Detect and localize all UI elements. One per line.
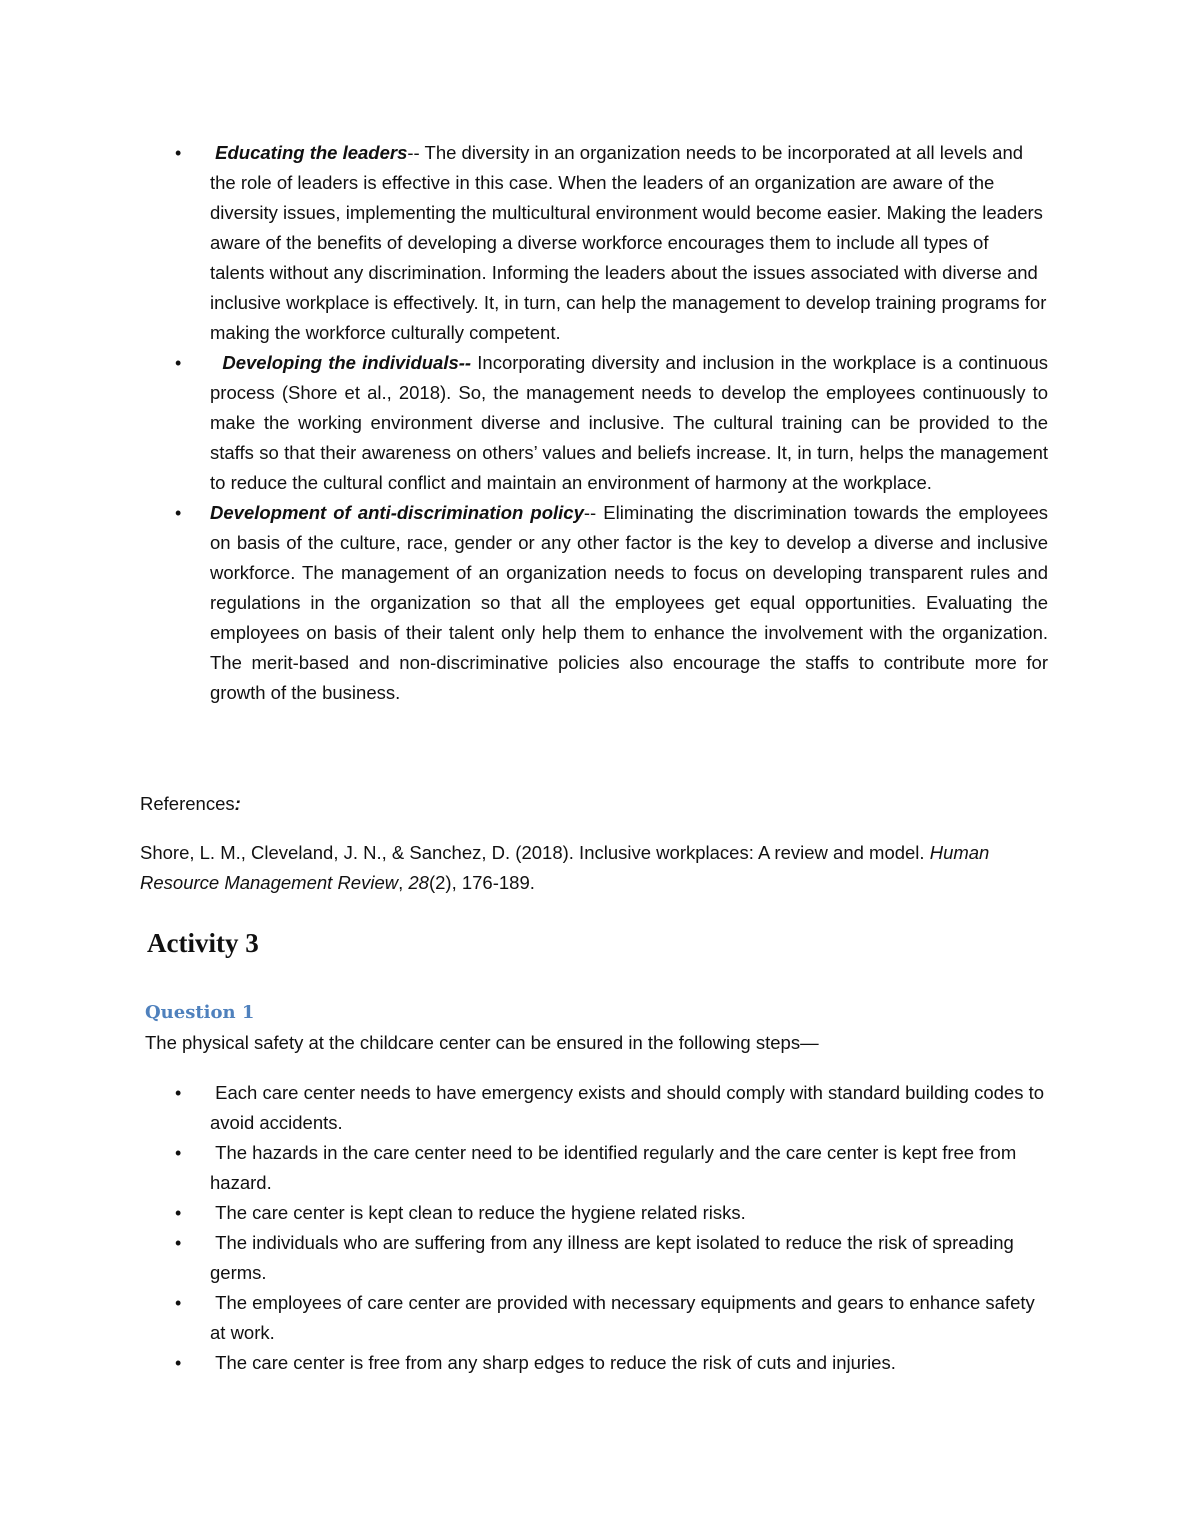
question-intro: The physical safety at the childcare center can be ensured in the following steps— [145, 1032, 819, 1053]
list-item-text: -- Eliminating the discrimination towards the employees on basis of the culture, race, gender or any other factor is the key to develop a diverse and inclusive workforce. The management of an organization needs to focus on developing transparent rules and regulations in the organization so that all the employees get equal opportunities. Evaluating the employees on basis of their talent only help them to enhance the involvement with the organization. The merit-based and non-discriminative policies also encourage the staffs to contribute more for growth of the business. [210, 502, 1048, 703]
bullet-icon: • [175, 1233, 182, 1253]
reference-volume: 28 [408, 872, 429, 893]
references-colon: : [234, 793, 241, 814]
list-item-text: The employees of care center are provided with necessary equipments and gears to enhance safety at work. [210, 1292, 1035, 1343]
list-item [175, 1138, 1050, 1198]
safety-steps-list [175, 1078, 1050, 1378]
references-label: References [140, 793, 235, 814]
question-heading: Question 1 [145, 1002, 255, 1023]
list-item [175, 1078, 1050, 1138]
bullet-icon: • [175, 1083, 182, 1103]
activity-heading: Activity 3 [147, 928, 259, 958]
bullet-icon: • [175, 1143, 182, 1163]
bullet-icon: • [175, 1353, 182, 1373]
list-item-text: The care center is kept clean to reduce the hygiene related risks. [215, 1202, 746, 1223]
list-item [175, 498, 1048, 708]
reference-entry [140, 838, 1040, 898]
references-heading [140, 789, 241, 819]
list-item [175, 1348, 1050, 1378]
list-item-text: Incorporating diversity and inclusion in the workplace is a continuous process (Shore et al., 2018). So, the management needs to develop the employees continuously to make the working environment diverse and inclusive. The cultural training can be provided to the staffs so that their awareness on others’ values and beliefs increase. It, in turn, helps the management to reduce the cultural conflict and maintain an environment of harmony at the workplace. [210, 352, 1048, 493]
list-item [175, 348, 1048, 498]
reference-separator: , [398, 872, 409, 893]
reference-pages: (2), 176-189. [428, 872, 535, 893]
list-item [175, 138, 1048, 348]
list-item-text: -- The diversity in an organization needs to be incorporated at all levels and the role of leaders is effective in this case. When the leaders of an organization are aware of the diversity issues, implementing the multicultural environment would become easier. Making the leaders aware of the benefits of developing a diverse workforce encourages them to include all types of talents without any discrimination. Informing the leaders about the issues associated with diverse and inclusive workplace is effectively. It, in turn, can help the management to develop training programs for making the workforce culturally competent. [210, 142, 1047, 343]
bullet-icon: • [175, 143, 182, 163]
bullet-icon: • [175, 1203, 182, 1223]
list-item-lead: Developing the individuals-- [222, 352, 472, 373]
list-item-lead: Development of anti-discrimination policy [210, 502, 584, 523]
list-item-text: The individuals who are suffering from any illness are kept isolated to reduce the risk of spreading germs. [210, 1232, 1014, 1283]
list-item-text: The hazards in the care center need to be identified regularly and the care center is kept free from hazard. [210, 1142, 1017, 1193]
list-item [175, 1198, 1050, 1228]
reference-journal: Human Resource Management Review [140, 842, 990, 893]
bullet-icon: • [175, 353, 182, 373]
list-item-text: The care center is free from any sharp edges to reduce the risk of cuts and injuries. [215, 1352, 896, 1373]
bullet-icon: • [175, 1293, 182, 1313]
strategy-bullet-list [175, 138, 1048, 708]
list-item [175, 1288, 1050, 1348]
list-item [175, 1228, 1050, 1288]
reference-authors: Shore, L. M., Cleveland, J. N., & Sanchez, D. (2018). Inclusive workplaces: A review and model. [140, 842, 930, 863]
list-item-lead: Educating the leaders [215, 142, 408, 163]
list-item-text: Each care center needs to have emergency exists and should comply with standard building codes to avoid accidents. [210, 1082, 1045, 1133]
bullet-icon: • [175, 503, 182, 523]
